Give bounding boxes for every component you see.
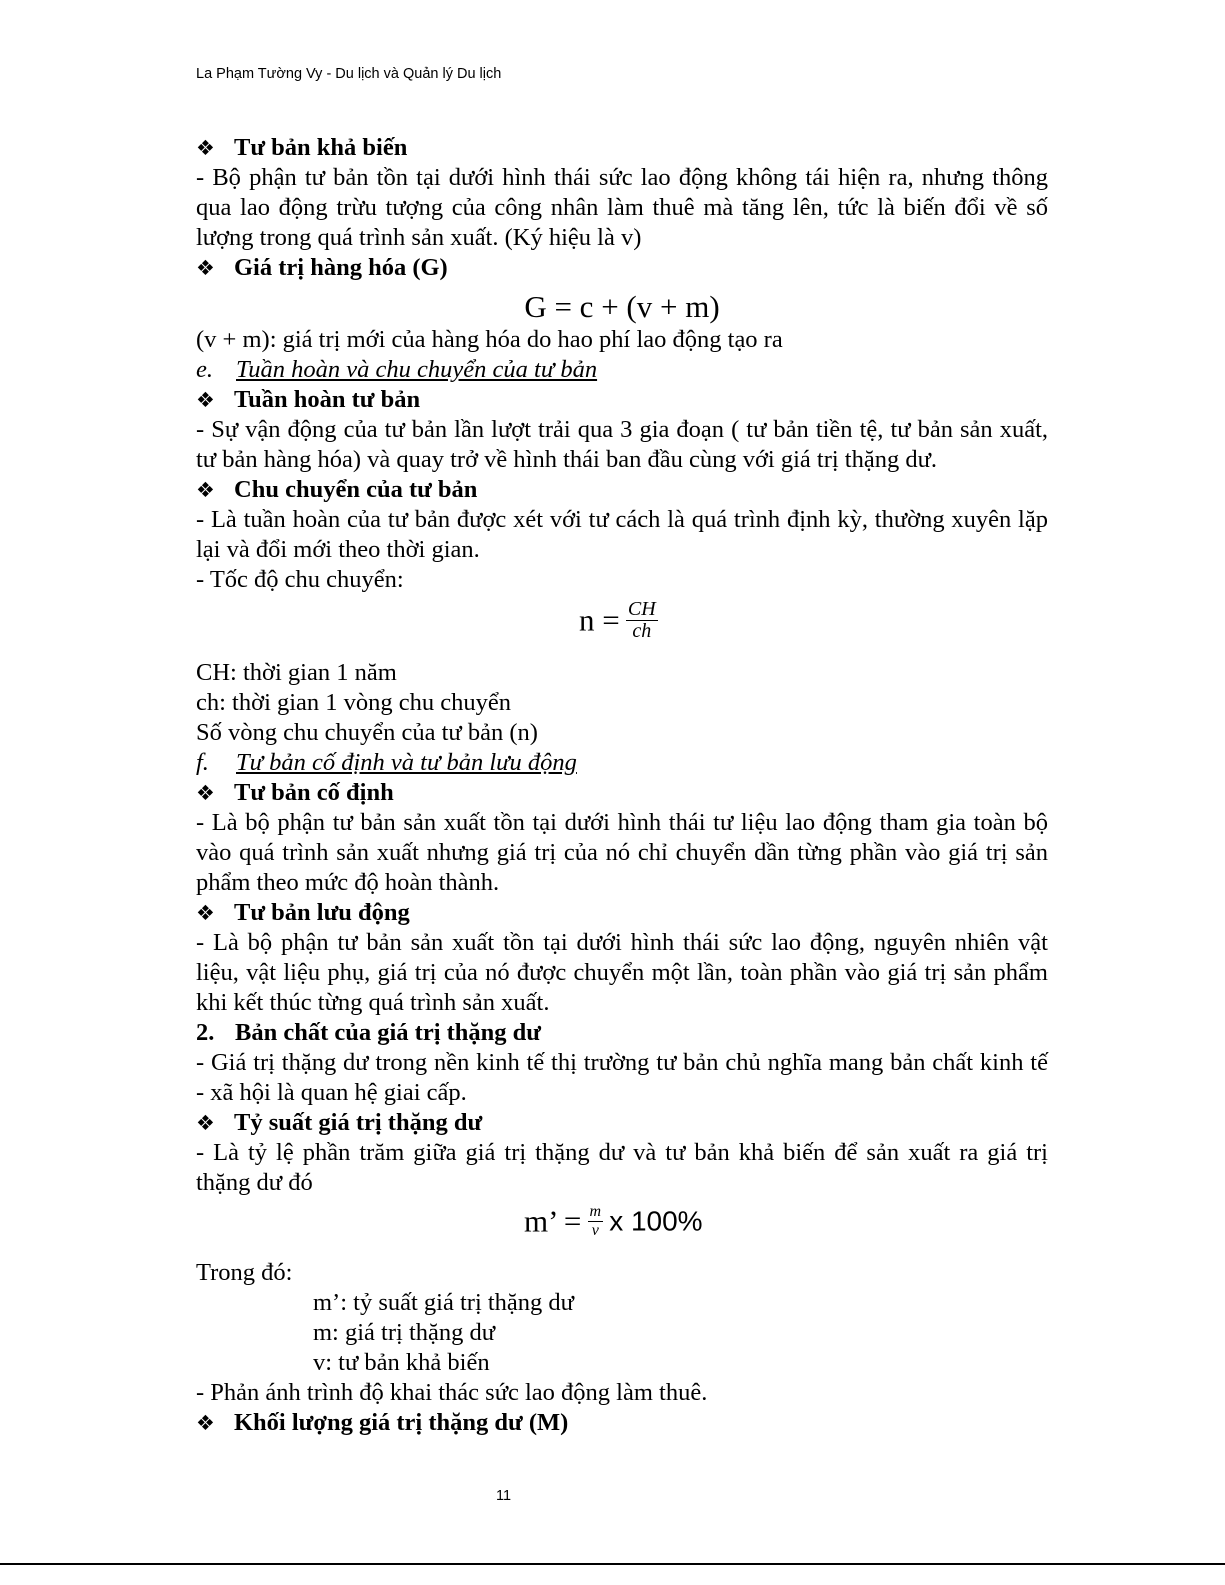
paragraph-ban-chat: - Giá trị thặng dư trong nền kinh tế thị trường tư bản chủ nghĩa mang bản chất kinh tế - xã hội là quan hệ giai cấp. <box>196 1049 1048 1106</box>
phan-anh-note: - Phản ánh trình độ khai thác sức lao động làm thuê. <box>196 1379 708 1406</box>
page-header: La Phạm Tường Vy - Du lịch và Quản lý Du lịch <box>196 66 502 82</box>
definition-m-prime: m’: tỷ suất giá trị thặng dư <box>313 1289 574 1316</box>
diamond-bullet-icon: ❖ <box>196 256 215 280</box>
diamond-bullet-icon: ❖ <box>196 901 215 925</box>
note-gia-tri-moi: (v + m): giá trị mới của hàng hóa do hao phí lao động tạo ra <box>196 326 783 353</box>
trong-do-label: Trong đó: <box>196 1259 293 1286</box>
definition-m: m: giá trị thặng dư <box>313 1319 496 1346</box>
paragraph-ty-suat: - Là tỷ lệ phần trăm giữa giá trị thặng dư và tư bản khả biến để sản xuất ra giá trị thặng dư đó <box>196 1139 1048 1196</box>
heading-tu-ban-co-dinh: ❖ Tư bản cố định <box>196 779 394 806</box>
diamond-bullet-icon: ❖ <box>196 1111 215 1135</box>
diamond-bullet-icon: ❖ <box>196 388 215 412</box>
diamond-bullet-icon: ❖ <box>196 136 215 160</box>
heading-tuan-hoan-tu-ban: ❖ Tuần hoàn tư bản <box>196 386 421 413</box>
fraction-denominator: ch <box>632 620 652 642</box>
fraction <box>626 599 658 642</box>
definition-ch: ch: thời gian 1 vòng chu chuyển <box>196 689 512 716</box>
diamond-bullet-icon: ❖ <box>196 1411 215 1435</box>
toc-do-chu-chuyen: - Tốc độ chu chuyển: <box>196 566 404 593</box>
diamond-bullet-icon: ❖ <box>196 781 215 805</box>
heading-ban-chat-gia-tri-thang-du: 2. Bản chất của giá trị thặng dư <box>196 1019 542 1046</box>
formula-lhs: m’ = <box>524 1203 582 1239</box>
paragraph-tu-ban-co-dinh: - Là bộ phận tư bản sản xuất tồn tại dưới hình thái tư liệu lao động tham gia toàn bộ vào quá trình sản xuất nhưng giá trị của nó chỉ chuyển dần từng phần vào giá trị sản phẩm theo mức độ hoàn thành. <box>196 809 1048 896</box>
section-number: 2. <box>196 1019 215 1046</box>
formula-rhs: x 100% <box>609 1205 703 1237</box>
document-body <box>196 133 1048 1438</box>
subsection-f: f. Tư bản cố định và tư bản lưu động <box>196 749 577 776</box>
formula-gia-tri-hang-hoa: G = c + (v + m) <box>524 289 720 324</box>
heading-khoi-luong: ❖ Khối lượng giá trị thặng dư (M) <box>196 1409 569 1436</box>
diamond-bullet-icon: ❖ <box>196 478 215 502</box>
formula-lhs: n = <box>579 602 620 638</box>
formula-ty-suat <box>196 1203 1048 1255</box>
fraction-denominator: v <box>591 1222 599 1239</box>
subsection-e: e. Tuần hoàn và chu chuyển của tư bản <box>196 356 598 383</box>
formula-toc-do-chu-chuyen <box>196 597 1048 653</box>
heading-gia-tri-hang-hoa: ❖ Giá trị hàng hóa (G) <box>196 254 448 281</box>
definition-n: Số vòng chu chuyển của tư bản (n) <box>196 719 538 746</box>
definition-v: v: tư bản khả biến <box>313 1349 490 1376</box>
heading-tu-ban-luu-dong: ❖ Tư bản lưu động <box>196 899 410 926</box>
definition-CH: CH: thời gian 1 năm <box>196 659 397 686</box>
paragraph-tu-ban-kha-bien: - Bộ phận tư bản tồn tại dưới hình thái sức lao động không tái hiện ra, nhưng thông qua lao động trừu tượng của công nhân làm thuê mà tăng lên, tức là biến đổi về số lượng trong quá trình sản xuất. (Ký hiệu là v) <box>196 164 1048 251</box>
heading-chu-chuyen: ❖ Chu chuyển của tư bản <box>196 476 478 503</box>
fraction-numerator: CH <box>627 598 656 620</box>
page-bottom-divider <box>0 1563 1225 1565</box>
paragraph-tu-ban-luu-dong: - Là bộ phận tư bản sản xuất tồn tại dưới hình thái sức lao động, nguyên nhiên vật liệu, vật liệu phụ, giá trị của nó được chuyển một lần, toàn phần vào giá trị sản phẩm khi kết thúc từng quá trình sản xuất. <box>196 929 1048 1016</box>
heading-tu-ban-kha-bien: ❖ Tư bản khả biến <box>196 134 408 161</box>
page-number: 11 <box>496 1488 512 1504</box>
paragraph-tuan-hoan-tu-ban: - Sự vận động của tư bản lần lượt trải qua 3 gia đoạn ( tư bản tiền tệ, tư bản sản xuất, tư bản hàng hóa) và quay trở về hình thái ban đầu cùng với giá trị thặng dư. <box>196 416 1048 473</box>
heading-ty-suat: ❖ Tỷ suất giá trị thặng dư <box>196 1109 483 1136</box>
paragraph-chu-chuyen: - Là tuần hoàn của tư bản được xét với tư cách là quá trình định kỳ, thường xuyên lặp lại và đổi mới theo thời gian. <box>196 506 1048 563</box>
fraction-numerator: m <box>589 1203 602 1220</box>
fraction <box>588 1203 604 1240</box>
